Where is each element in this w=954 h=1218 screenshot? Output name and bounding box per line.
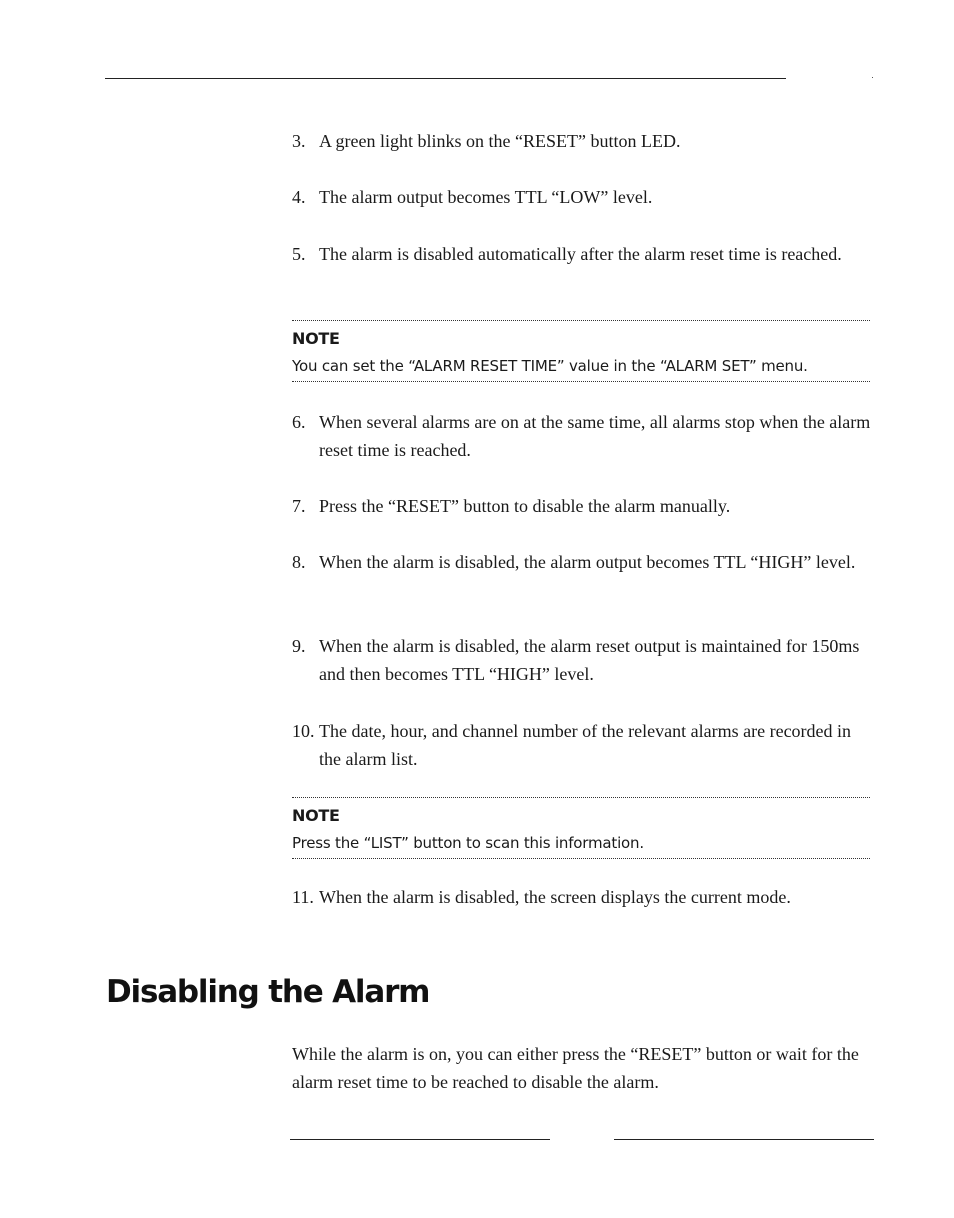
note-bottom-rule <box>292 381 870 382</box>
item-number: 4. <box>292 187 306 207</box>
note-body: You can set the “ALARM RESET TIME” value in the “ALARM SET” menu. <box>292 357 808 375</box>
section-paragraph: While the alarm is on, you can either press the “RESET” button or wait for the alarm reset time to be reached to disable the alarm. <box>292 1044 859 1092</box>
item-number: 9. <box>292 636 306 656</box>
list-item <box>292 548 872 576</box>
item-number: 3. <box>292 131 306 151</box>
item-number: 8. <box>292 552 306 572</box>
note-box <box>292 320 870 382</box>
list-item <box>292 632 872 688</box>
header-mark <box>872 77 873 78</box>
item-number: 10. <box>292 721 315 741</box>
list-item <box>292 717 872 773</box>
item-text: The date, hour, and channel number of the relevant alarms are recorded in the alarm list. <box>319 721 852 769</box>
item-text: Press the “RESET” button to disable the alarm manually. <box>319 496 731 516</box>
header-rule <box>105 78 786 79</box>
item-number: 11. <box>292 887 314 907</box>
item-text: The alarm is disabled automatically after the alarm reset time is reached. <box>319 244 842 264</box>
item-text: When the alarm is disabled, the alarm output becomes TTL “HIGH” level. <box>319 552 856 572</box>
list-item <box>292 127 872 155</box>
list-item <box>292 240 872 268</box>
item-text: When the alarm is disabled, the alarm reset output is maintained for 150ms and then becomes TTL “HIGH” level. <box>319 636 860 684</box>
list-item <box>292 183 872 211</box>
note-body: Press the “LIST” button to scan this information. <box>292 834 644 852</box>
footer-rule-right <box>614 1139 874 1140</box>
item-number: 6. <box>292 412 306 432</box>
item-number: 5. <box>292 244 306 264</box>
item-text: The alarm output becomes TTL “LOW” level. <box>319 187 653 207</box>
note-box <box>292 797 870 859</box>
footer-rule-left <box>290 1139 550 1140</box>
list-item <box>292 883 872 911</box>
note-top-rule <box>292 320 870 321</box>
item-number: 7. <box>292 496 306 516</box>
section-heading: Disabling the Alarm <box>106 974 430 1010</box>
note-title: NOTE <box>292 329 340 348</box>
list-item <box>292 408 872 464</box>
item-text: When the alarm is disabled, the screen displays the current mode. <box>319 887 791 907</box>
list-item <box>292 492 872 520</box>
item-text: When several alarms are on at the same time, all alarms stop when the alarm reset time is reached. <box>319 412 871 460</box>
note-top-rule <box>292 797 870 798</box>
note-title: NOTE <box>292 806 340 825</box>
note-bottom-rule <box>292 858 870 859</box>
item-text: A green light blinks on the “RESET” button LED. <box>319 131 681 151</box>
